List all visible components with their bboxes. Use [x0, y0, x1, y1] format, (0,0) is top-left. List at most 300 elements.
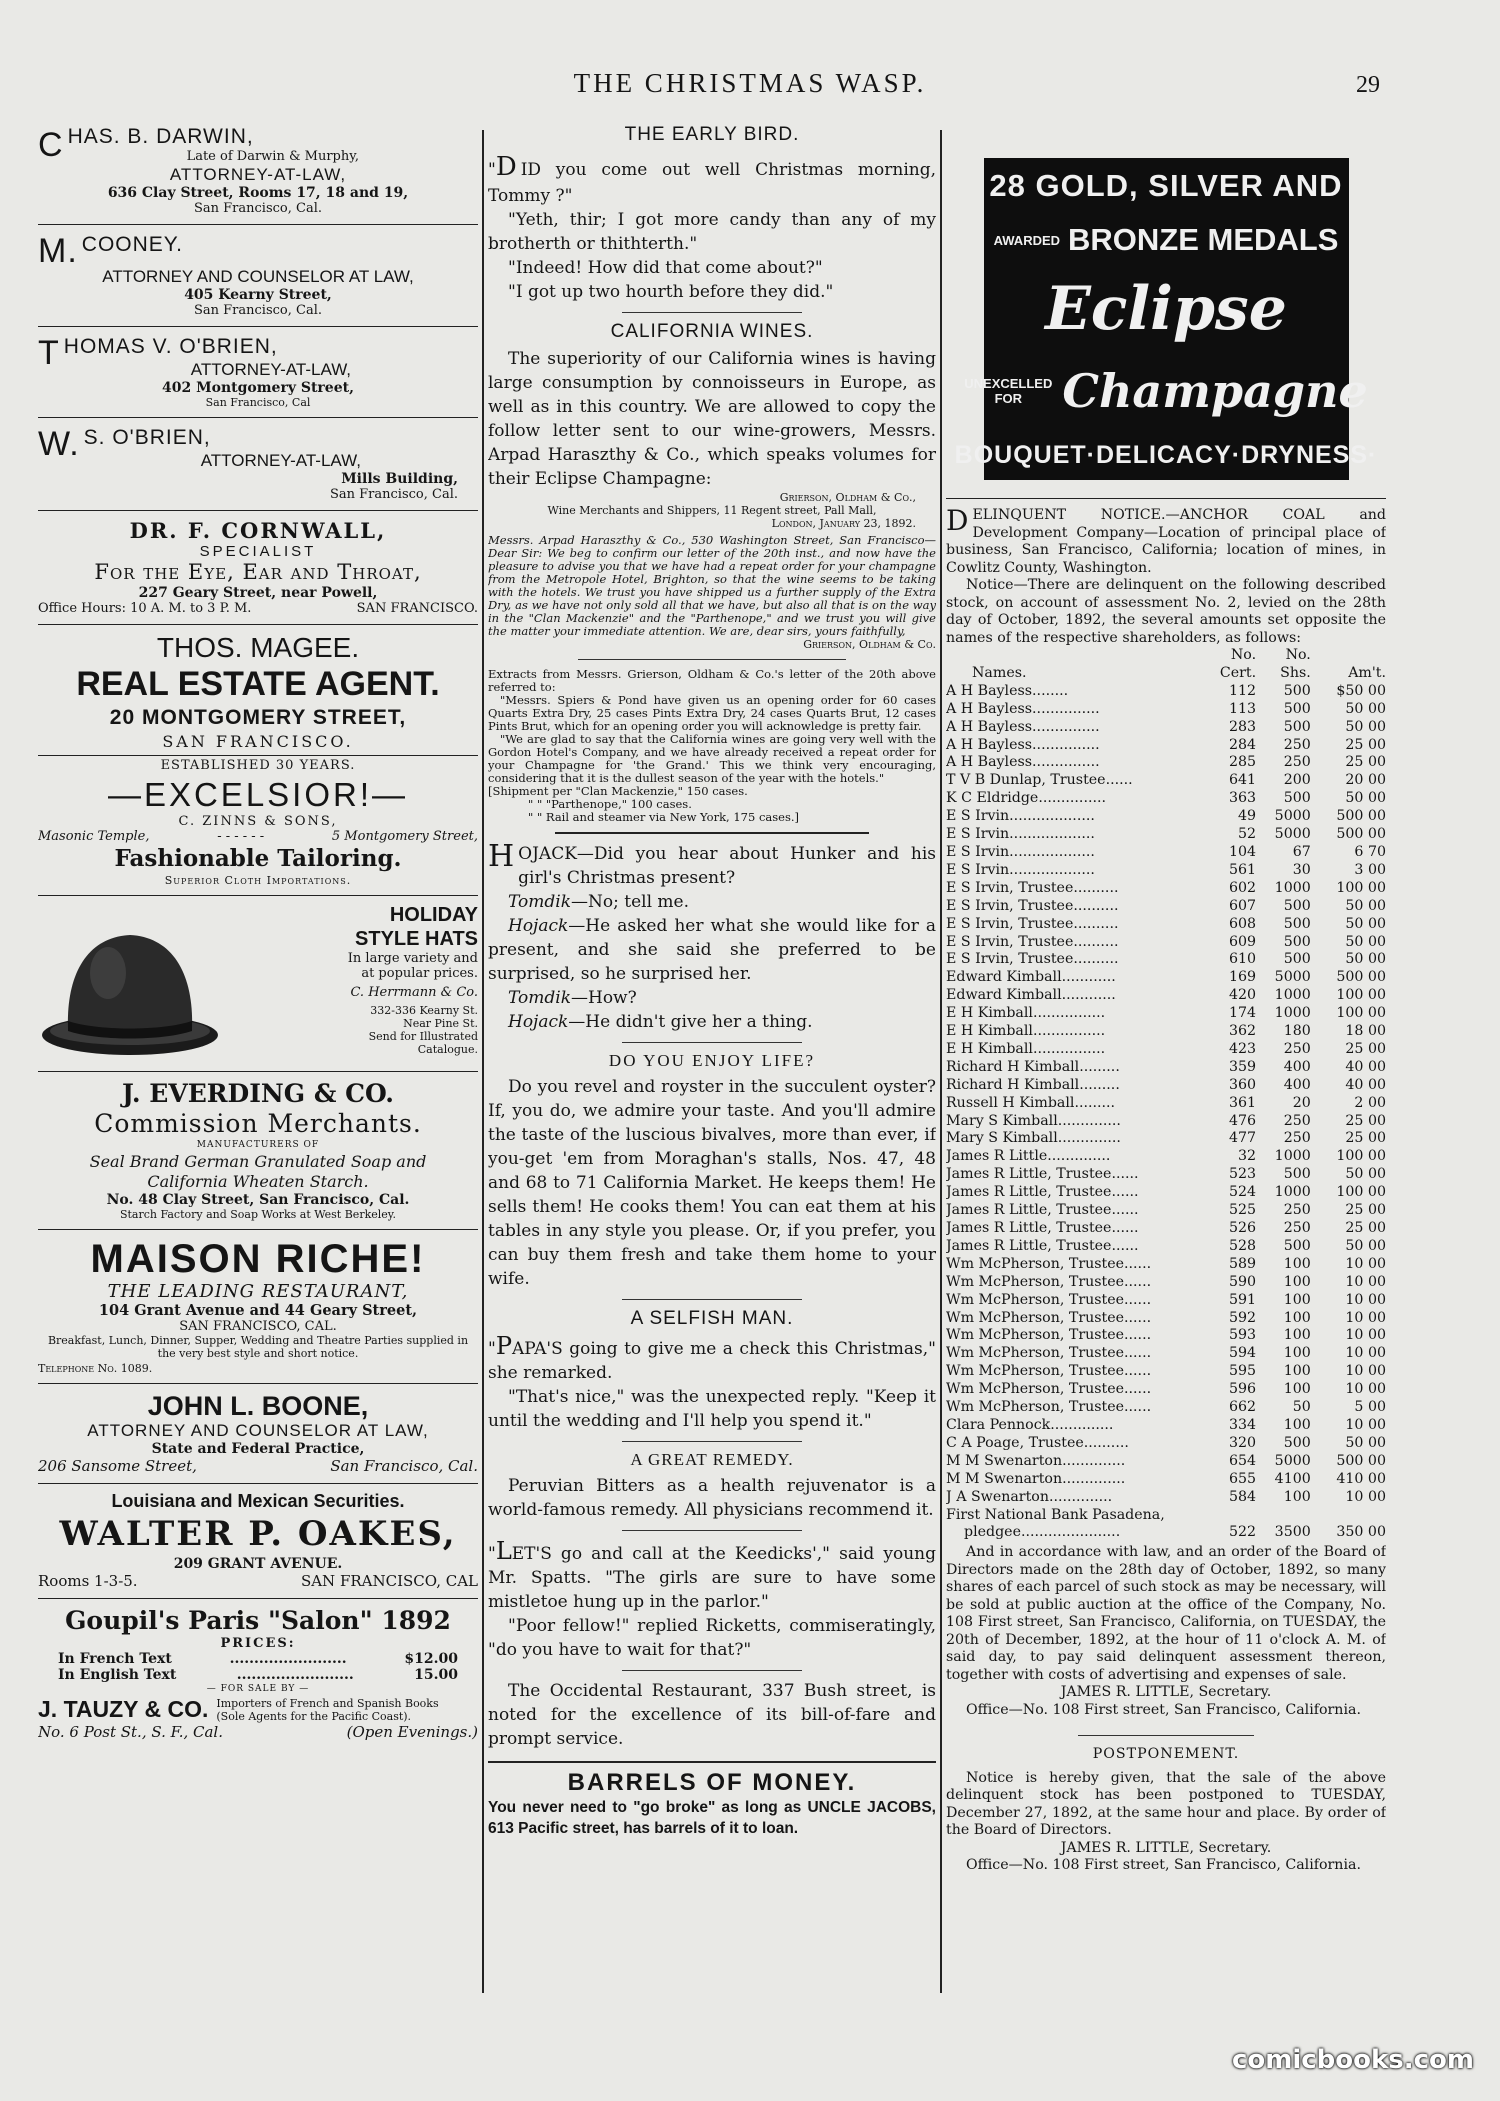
ad-title: STYLE HATS — [355, 928, 478, 950]
cell-amount: 25 00 — [1345, 1220, 1386, 1236]
cell-cert: 423 — [1229, 1040, 1257, 1057]
cell-cert: 641 — [1229, 772, 1257, 789]
leader-dots: ...... — [1124, 1255, 1152, 1272]
table-row — [946, 1130, 1386, 1148]
leader-dots: ...... — [1111, 1220, 1139, 1236]
leader-dots: ................... — [1009, 861, 1095, 878]
table-row — [946, 1363, 1386, 1381]
cell-cert: 662 — [1229, 1399, 1257, 1416]
cell-name — [946, 1310, 1201, 1328]
ad-firm: C. Herrmann & Co. — [350, 985, 478, 1000]
ad-address: 104 Grant Avenue and 44 Geary Street, — [98, 1302, 418, 1319]
shareholder-name: Clara Pennock — [946, 1416, 1051, 1433]
ad-magee — [38, 629, 478, 755]
cell-name — [946, 1220, 1201, 1238]
ad-name: DR. F. CORNWALL, — [129, 518, 387, 543]
cell-name — [946, 934, 1201, 952]
cell-cert: 525 — [1229, 1202, 1257, 1219]
letter-address: Wine Merchants and Shippers, 11 Regent street, Pall Mall, — [547, 504, 877, 517]
ad-hours: Office Hours: 10 A. M. to 3 P. M. — [38, 601, 252, 616]
shareholder-name: Wm McPherson, Trustee — [946, 1309, 1125, 1326]
section-title: POSTPONEMENT. — [1092, 1746, 1240, 1763]
ad-address: 227 Geary Street, near Powell, — [138, 585, 378, 601]
cell-shares: 100 — [1283, 1381, 1311, 1398]
cell-name — [946, 772, 1201, 790]
cell-amount: 10 00 — [1345, 1381, 1386, 1398]
leader-dots: ........................ — [229, 1651, 347, 1667]
page-number: 29 — [1356, 72, 1380, 98]
paragraph: "Indeed! How did that come about?" — [508, 258, 823, 278]
cell-amount: 18 00 — [1345, 1023, 1386, 1040]
shareholder-name: Wm McPherson, Trustee — [946, 1399, 1125, 1416]
leader-dots: .......... — [1073, 879, 1119, 896]
cell-cert: 592 — [1229, 1309, 1257, 1326]
cell-amount: 10 00 — [1345, 1488, 1386, 1505]
leader-dots: ...... — [1111, 1202, 1139, 1219]
letter-extracts-intro: Extracts from Messrs. Grierson, Oldham & Co.'s letter of the 20th above referred to: — [488, 667, 936, 694]
cell-amount: 20 00 — [1345, 772, 1386, 789]
shareholder-name: James R Little, Trustee — [946, 1237, 1112, 1254]
cell-amount: 10 00 — [1345, 1345, 1386, 1362]
paragraph: ID you come out well Christmas morning, Tommy ?" — [488, 160, 936, 206]
shareholder-name: E H Kimball — [946, 1023, 1033, 1040]
leader-dots: .............. — [1047, 1148, 1111, 1165]
ad-name: J. EVERDING & CO. — [121, 1079, 395, 1108]
cell-name — [946, 1345, 1201, 1363]
cell-amount: 10 00 — [1345, 1273, 1386, 1290]
quote-mark: " — [488, 1544, 496, 1564]
shareholder-name: Wm McPherson, Trustee — [946, 1327, 1125, 1344]
cell-shares: 500 — [1283, 1166, 1311, 1183]
cell-name — [946, 1166, 1201, 1184]
cell-amount: 50 00 — [1345, 897, 1386, 914]
ad-city: SAN FRANCISCO. — [162, 732, 354, 751]
cell-cert: 589 — [1229, 1255, 1257, 1272]
ad-headline: 28 GOLD, SILVER AND — [989, 168, 1343, 203]
cell-cert: 591 — [1229, 1291, 1257, 1308]
cell-shares: 500 — [1283, 1237, 1311, 1254]
leader-dots: ........ — [1032, 682, 1069, 699]
cell-name — [946, 1130, 1201, 1148]
cell-amount: 25 00 — [1345, 1130, 1386, 1147]
cell-name — [946, 1274, 1201, 1292]
table-row — [946, 898, 1386, 916]
leader-dots: ......... — [1079, 1058, 1120, 1075]
ad-hats — [38, 900, 478, 1067]
letter-extract: "Messrs. Spiers & Pond have given us an opening order for 60 cases Quarts Extra Dry, 25 cases Pints Extra Dry, 24 cases Quarts Brut, 12 cases Pints Brut, which for an opening order you will acknowledge is pretty fair. — [488, 693, 936, 733]
cell-name — [946, 844, 1201, 862]
cell-name — [946, 862, 1201, 880]
table-row — [946, 1041, 1386, 1059]
quote-mark: " — [488, 160, 496, 180]
table-row — [946, 1059, 1386, 1077]
cell-shares: 5000 — [1274, 808, 1311, 825]
ad-text: In large variety and — [347, 951, 478, 966]
letter-sender: Grierson, Oldham & Co., — [779, 491, 916, 504]
cell-amount: 25 00 — [1345, 754, 1386, 771]
cell-name — [946, 1184, 1201, 1202]
paragraph: "Poor fellow!" replied Ricketts, commiseratingly, "do you have to wait for that?" — [488, 1616, 936, 1660]
shareholder-name: M M Swenarton — [946, 1470, 1063, 1487]
eclipse-champagne-ad — [954, 158, 1378, 480]
ad-address: 209 GRANT AVENUE. — [173, 1556, 343, 1572]
brand-script: Champagne — [1062, 363, 1368, 418]
cell-cert: 476 — [1229, 1112, 1257, 1129]
cell-cert: 522 — [1229, 1524, 1257, 1541]
leader-dots: ...... — [1124, 1381, 1152, 1398]
paragraph: And in accordance with law, and an order of the Board of Directors made on the 28th day of October, 1892, so many shares of each parcel of such stock as may be necessary, will be sold at public auction at the office of the Company, No. 108 First street, San Francisco, California, on TUESDAY, the 20th of December, 1892, at the hour of 11 o'clock A. M. of said day, to pay said delinquent assessment thereon, together with costs of advertising and expenses of sale. — [946, 1544, 1386, 1683]
column-stories — [488, 124, 936, 2001]
cell-shares: 400 — [1283, 1076, 1311, 1093]
cell-name — [946, 1292, 1201, 1310]
cell-name — [946, 719, 1201, 737]
ad-name: Goupil's Paris "Salon" 1892 — [65, 1606, 451, 1635]
section-title: A SELFISH MAN. — [630, 1308, 794, 1329]
ad-maison-riche — [38, 1234, 478, 1379]
ad-t-obrien — [38, 331, 478, 413]
cell-cert: 654 — [1229, 1452, 1257, 1469]
shareholder-name: James R Little, Trustee — [946, 1202, 1112, 1219]
cell-cert: 602 — [1229, 879, 1257, 896]
cell-name — [946, 1077, 1201, 1095]
cell-amount: 100 00 — [1336, 879, 1386, 896]
ad-address: 5 Montgomery Street, — [331, 829, 478, 844]
leader-dots: ............... — [1038, 790, 1106, 807]
ad-hours: (Open Evenings.) — [346, 1723, 478, 1741]
shareholder-name: A H Bayless — [946, 682, 1033, 699]
cell-name — [946, 701, 1201, 719]
cell-cert: 584 — [1229, 1488, 1257, 1505]
ad-address: 20 MONTGOMERY STREET, — [109, 706, 407, 729]
table-row — [946, 826, 1386, 844]
table-row — [946, 1095, 1386, 1113]
shareholder-name: A H Bayless — [946, 754, 1033, 771]
speaker: Tomdik — [508, 988, 571, 1008]
leader-dots: ................... — [1009, 843, 1095, 860]
paragraph: Do you revel and royster in the succulent oyster? If, you do, we admire your taste. And you'll admire the taste of the luscious bivalves, more than ever, if you-get 'em from Moraghan's stalls, Nos. 47, 48 and 68 to 71 California Market. He keeps them! He sells them! He cooks them! You can eat them at his tables in any style you please. Or, if you prefer, you can buy them fresh and take them home to your wife. — [488, 1077, 936, 1289]
cell-shares: 100 — [1283, 1488, 1311, 1505]
column-header: No. — [1285, 647, 1311, 663]
cell-shares: 500 — [1283, 682, 1311, 699]
cell-cert: 607 — [1229, 897, 1257, 914]
shareholder-name: James R Little, Trustee — [946, 1166, 1112, 1183]
table-row — [946, 1202, 1386, 1220]
shareholder-name: Wm McPherson, Trustee — [946, 1363, 1125, 1380]
cell-shares: 5000 — [1274, 1452, 1311, 1469]
drop-initial: P — [495, 1332, 512, 1360]
table-row — [946, 969, 1386, 987]
delinquent-notice — [946, 504, 1386, 1719]
table-row — [946, 1399, 1386, 1417]
leader-dots: ................ — [1032, 1023, 1106, 1040]
cell-name — [946, 898, 1201, 916]
table-row — [946, 1077, 1386, 1095]
leader-dots: ...... — [1111, 1166, 1139, 1183]
cell-cert: 590 — [1229, 1273, 1257, 1290]
ad-text: Breakfast, Lunch, Dinner, Supper, Wedding and Theatre Parties supplied in the very best style and short notice. — [47, 1334, 469, 1360]
ad-title: ATTORNEY-AT-LAW, — [190, 360, 352, 379]
cell-name — [946, 754, 1201, 772]
ad-dashes: - - - - - - — [217, 829, 265, 844]
table-row — [946, 701, 1386, 719]
cell-cert: 52 — [1238, 826, 1257, 843]
cell-shares: 500 — [1283, 897, 1311, 914]
cell-cert: 526 — [1229, 1220, 1257, 1236]
leader-dots: ................... — [1009, 826, 1095, 843]
shareholder-name: M M Swenarton — [946, 1452, 1063, 1469]
ad-name: HAS. B. DARWIN, — [67, 125, 254, 148]
cell-cert: 362 — [1229, 1023, 1257, 1040]
cell-name — [946, 1489, 1201, 1507]
letter-extract: "We are glad to say that the California wines are going very well with the Gordon Hotel's Company, and we have already received a repeat order for your Champagne for 'the Grand.' This we think very encouraging, considering that it is the dullest season of the year with the hotels." — [488, 732, 936, 785]
cell-shares: 100 — [1283, 1416, 1311, 1433]
cell-amount: 25 00 — [1345, 1040, 1386, 1057]
ad-products: Seal Brand German Granulated Soap and — [89, 1152, 427, 1171]
column-divider-left — [482, 130, 484, 1993]
table-row — [946, 1524, 1386, 1542]
table-row — [946, 1381, 1386, 1399]
cell-cert: 420 — [1229, 987, 1257, 1004]
table-row — [946, 987, 1386, 1005]
leader-dots: ...................... — [1020, 1524, 1121, 1541]
column-advertisements — [38, 124, 478, 2001]
ad-text: Importers of French and Spanish Books — [216, 1696, 439, 1710]
cell-name — [946, 1238, 1201, 1256]
leader-dots: .............. — [1057, 1112, 1121, 1129]
shareholder-name: Wm McPherson, Trustee — [946, 1273, 1125, 1290]
ad-city: San Francisco, Cal. — [330, 1457, 478, 1475]
ad-text: Catalogue. — [417, 1043, 478, 1056]
cell-amount: 100 00 — [1336, 1005, 1386, 1022]
shareholder-name: A H Bayless — [946, 736, 1033, 753]
drop-initial: C — [38, 126, 64, 164]
cell-amount: 500 00 — [1336, 826, 1386, 843]
cell-shares: 20 — [1292, 1094, 1311, 1111]
ad-cooney — [38, 229, 478, 322]
shareholder-name: Edward Kimball — [946, 969, 1062, 986]
cell-amount: 25 00 — [1345, 736, 1386, 753]
cell-amount: 10 00 — [1345, 1363, 1386, 1380]
table-row — [946, 719, 1386, 737]
leader-dots: ...... — [1124, 1363, 1152, 1380]
column-header: Cert. — [1219, 664, 1257, 681]
leader-dots: .......... — [1073, 897, 1119, 914]
ad-city: San Francisco, Cal. — [194, 201, 322, 216]
price-value: $12.00 — [404, 1651, 458, 1667]
speaker: Tomdik — [508, 892, 571, 912]
table-row-label: First National Bank Pasadena, — [946, 1506, 1165, 1523]
shareholder-name: Wm McPherson, Trustee — [946, 1345, 1125, 1362]
cell-shares: 250 — [1283, 1112, 1311, 1129]
paragraph: Peruvian Bitters as a health rejuvenator is a world-famous remedy. All physicians recommend it. — [488, 1476, 936, 1520]
shareholder-name: E H Kimball — [946, 1040, 1033, 1057]
bowler-hat-illustration — [38, 903, 223, 1063]
ad-text: MANUFACTURERS OF — [196, 1140, 320, 1150]
cell-shares: 180 — [1283, 1023, 1311, 1040]
ad-goupil — [38, 1603, 478, 1745]
cell-cert: 593 — [1229, 1327, 1257, 1344]
ad-address: Near Pine St. — [403, 1017, 478, 1030]
cell-amount: 50 00 — [1345, 951, 1386, 968]
ad-city: San Francisco, Cal — [205, 396, 311, 409]
leader-dots: ............... — [1032, 700, 1100, 717]
ad-specialty: SPECIALIST — [199, 543, 317, 560]
ad-title: Commission Merchants. — [94, 1109, 422, 1138]
table-row — [946, 1220, 1386, 1238]
section-title: CALIFORNIA WINES. — [610, 321, 814, 342]
speaker: Hojack — [508, 916, 569, 936]
shareholder-name: E S Irvin, Trustee — [946, 897, 1074, 914]
cell-cert: 561 — [1229, 861, 1257, 878]
cell-cert: 528 — [1229, 1237, 1257, 1254]
cell-amount: 50 00 — [1345, 718, 1386, 735]
table-row — [946, 772, 1386, 790]
ad-firm: C. ZINNS & SONS, — [178, 814, 338, 829]
cell-amount: $50 00 — [1336, 682, 1386, 699]
ad-note: Late of Darwin & Murphy, — [186, 149, 359, 164]
paragraph: The Occidental Restaurant, 337 Bush street, is noted for the excellence of its bill-of-fare and prompt service. — [488, 1681, 936, 1749]
quote-mark: " — [488, 1339, 496, 1359]
cell-cert: 113 — [1229, 700, 1257, 717]
column-notices — [946, 124, 1386, 2001]
ad-text: Starch Factory and Soap Works at West Berkeley. — [119, 1208, 397, 1221]
cell-shares: 5000 — [1274, 826, 1311, 843]
ad-address: No. 6 Post St., S. F., Cal. — [38, 1723, 223, 1741]
ad-name: WALTER P. OAKES, — [59, 1514, 457, 1554]
column-header: No. — [1230, 647, 1257, 663]
ad-text: FOR — [994, 390, 1023, 406]
cell-name — [946, 880, 1201, 898]
notice-heading: ELINQUENT NOTICE.—ANCHOR COAL and Development Company—Location of principal place of business, San Francisco, California; location of mines, in Cowlitz County, Washington. — [946, 507, 1386, 576]
cell-cert: 524 — [1229, 1184, 1257, 1201]
letter-date: London, January 23, 1892. — [771, 517, 916, 530]
shareholder-name: T V B Dunlap, Trustee — [946, 772, 1106, 789]
cell-shares: 250 — [1283, 1202, 1311, 1219]
cell-cert: 284 — [1229, 736, 1257, 753]
shareholder-name: E S Irvin — [946, 843, 1010, 860]
shareholder-name: Russell H Kimball — [946, 1094, 1075, 1111]
cell-shares: 50 — [1292, 1399, 1311, 1416]
cell-cert: 112 — [1229, 682, 1257, 699]
cell-amount: 6 70 — [1354, 843, 1386, 860]
leader-dots: .......... — [1083, 1434, 1129, 1451]
cell-amount: 10 00 — [1345, 1255, 1386, 1272]
table-row — [946, 737, 1386, 755]
table-row — [946, 1345, 1386, 1363]
shareholder-name: E S Irvin, Trustee — [946, 915, 1074, 932]
office-address: Office—No. 108 First street, San Francisco, California. — [966, 1857, 1361, 1874]
cell-cert: 169 — [1229, 969, 1257, 986]
leader-dots: .......... — [1073, 933, 1119, 950]
shipment-line: " " Rail and steamer via New York, 175 cases.] — [528, 810, 800, 824]
leader-dots: ................ — [1032, 1005, 1106, 1022]
paragraph: "I got up two hourth before they did." — [508, 282, 834, 302]
page-header — [0, 68, 1500, 108]
table-row — [946, 1310, 1386, 1328]
paragraph: Notice is hereby given, that the sale of the above delinquent stock has been postponed to TUESDAY, December 27, 1892, at the same hour and place. By order of the Board of Directors. — [946, 1769, 1386, 1839]
cell-name — [946, 987, 1201, 1005]
cell-amount: 100 00 — [1336, 987, 1386, 1004]
cell-shares: 500 — [1283, 951, 1311, 968]
table-row — [946, 1148, 1386, 1166]
leader-dots: ...... — [1124, 1399, 1152, 1416]
ad-text: — FOR SALE BY — — [206, 1684, 310, 1694]
ad-telephone: Telephone No. 1089. — [38, 1362, 153, 1375]
leader-dots: ...... — [1124, 1309, 1152, 1326]
cell-name — [946, 1363, 1201, 1381]
column-divider-right — [940, 130, 942, 1993]
cell-shares: 500 — [1283, 1434, 1311, 1451]
paragraph: "Yeth, thir; I got more candy than any of my brotherth or thithterth." — [488, 210, 936, 254]
cell-shares: 1000 — [1274, 1005, 1311, 1022]
leader-dots: ................... — [1009, 808, 1095, 825]
cell-amount: 50 00 — [1345, 933, 1386, 950]
ad-address: 402 Montgomery Street, — [162, 380, 354, 396]
cell-shares: 1000 — [1274, 879, 1311, 896]
ad-name: COONEY. — [81, 233, 183, 256]
table-row — [946, 1435, 1386, 1453]
drop-initial: T — [38, 334, 60, 372]
leader-dots: .............. — [1062, 1452, 1126, 1469]
shareholder-name: Richard H Kimball — [946, 1076, 1080, 1093]
ad-title: ATTORNEY AND COUNSELOR AT LAW, — [102, 267, 414, 286]
ad-darwin — [38, 124, 478, 220]
table-row — [946, 934, 1386, 952]
cell-shares: 250 — [1283, 754, 1311, 771]
cell-cert: 283 — [1229, 718, 1257, 735]
cell-cert: 595 — [1229, 1363, 1257, 1380]
cell-amount: 500 00 — [1336, 969, 1386, 986]
cell-shares: 400 — [1283, 1058, 1311, 1075]
cell-shares: 500 — [1283, 790, 1311, 807]
letter-body: Messrs. Arpad Haraszthy & Co., 530 Washington Street, San Francisco—Dear Sir: We beg to confirm our letter of the 20th inst., and now have the pleasure to advise you that we have had a repeat order for your champagne from the Metropole Hotel, Brighton, so that the wine seems to be taking with the hotels. We trust you have shipped us a further supply of the Extra Dry, as we have not only sold all that we have, but also all that is on the way in the "Clan Mackenzie" and the "Parthenope," and we trust you will give the matter your immediate attention. We are, dear sirs, yours faithfully, — [488, 533, 936, 638]
office-address: Office—No. 108 First street, San Francisco, California. — [966, 1701, 1361, 1718]
cell-shares: 30 — [1292, 861, 1311, 878]
leader-dots: .......... — [1073, 915, 1119, 932]
cell-name — [946, 1005, 1201, 1023]
table-row — [946, 1471, 1386, 1489]
cell-name — [946, 1202, 1201, 1220]
ad-title: ATTORNEY AND COUNSELOR AT LAW, — [87, 1421, 429, 1440]
table-row — [946, 1184, 1386, 1202]
cell-name — [946, 951, 1201, 969]
ad-address: No. 48 Clay Street, San Francisco, Cal. — [106, 1192, 410, 1208]
ad-established: ESTABLISHED 30 YEARS. — [160, 758, 356, 773]
shareholder-name: James R Little, Trustee — [946, 1184, 1112, 1201]
cell-cert: 609 — [1229, 933, 1257, 950]
cell-name: pledgee — [964, 1524, 1021, 1541]
leader-dots: ......... — [1079, 1076, 1120, 1093]
table-row — [946, 808, 1386, 826]
cell-cert: 523 — [1229, 1166, 1257, 1183]
section-title: THE EARLY BIRD. — [624, 124, 800, 145]
drop-initial: W. — [38, 425, 80, 463]
ad-name: MAISON RICHE! — [90, 1237, 426, 1281]
cell-amount: 100 00 — [1336, 1184, 1386, 1201]
table-row — [946, 1256, 1386, 1274]
ad-specialty: Louisiana and Mexican Securities. — [111, 1491, 405, 1511]
leader-dots: .............. — [1048, 1488, 1113, 1505]
ad-name: HOLIDAY — [389, 904, 478, 926]
ad-name: JOHN L. BOONE, — [147, 1391, 369, 1421]
cell-shares: 1000 — [1274, 1184, 1311, 1201]
ad-name: THOS. MAGEE. — [156, 632, 360, 663]
cell-name — [946, 737, 1201, 755]
shareholder-name: Richard H Kimball — [946, 1058, 1080, 1075]
shipment-line: " " "Parthenope," 100 cases. — [528, 797, 692, 811]
ad-address: Mills Building, — [341, 471, 458, 487]
ad-cornwall — [38, 515, 478, 620]
